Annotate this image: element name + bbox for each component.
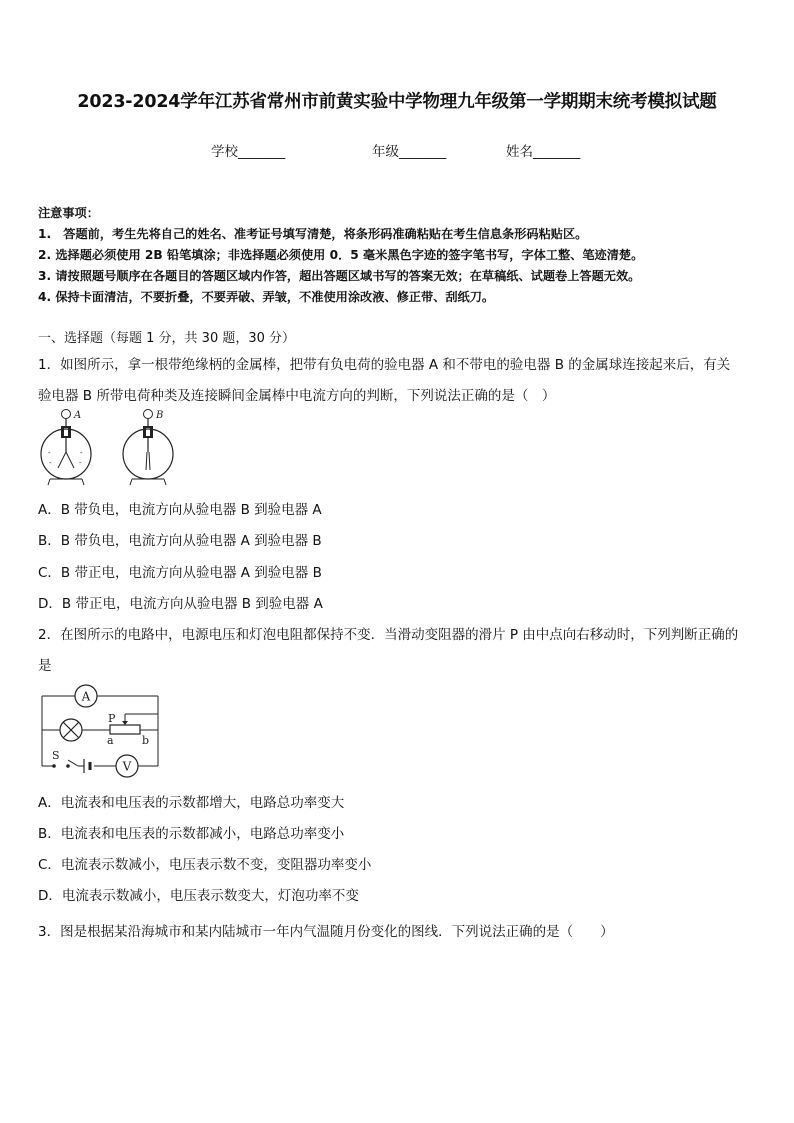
svg-text:-: - [49, 459, 52, 467]
q2-text-line1: 2．在图所示的电路中，电源电压和灯泡电阻都保持不变．当滑动变阻器的滑片 P 由中点向右移动时，下列判断正确的 [38, 627, 739, 643]
notes-heading: 注意事项： [38, 206, 99, 220]
q2-text-line2: 是 [38, 658, 52, 674]
slider-label-p: P [108, 712, 116, 725]
electroscope-b [123, 410, 173, 486]
q1-option-c[interactable]: C．B 带正电，电流方向从验电器 A 到验电器 B [38, 565, 322, 581]
q2-option-d[interactable]: D．电流表示数减小，电压表示数变大，灯泡功率不变 [38, 888, 359, 904]
note-item: 4. 保持卡面清洁，不要折叠，不要弄破、弄皱，不准使用涂改液、修正带、刮纸刀。 [38, 290, 495, 304]
q1-text-line1: 1．如图所示，拿一根带绝缘柄的金属棒，把带有负电荷的验电器 A 和不带电的验电器 B 的金属球连接起来后，有关 [38, 357, 731, 373]
q2-option-b[interactable]: B．电流表和电压表的示数都减小，电路总功率变小 [38, 826, 345, 842]
ammeter-icon [75, 685, 97, 707]
svg-text:-: - [48, 449, 51, 457]
q1-option-d[interactable]: D．B 带正电，电流方向从验电器 B 到验电器 A [38, 596, 323, 612]
terminal-label-a: a [107, 734, 114, 747]
grade-field: 年级_______ [372, 144, 447, 160]
q1-text-line2: 验电器 B 所带电荷种类及连接瞬间金属棒中电流方向的判断，下列说法正确的是（ ） [38, 388, 556, 404]
note-item: 3. 请按照题号顺序在各题目的答题区域内作答，超出答题区域书写的答案无效；在草稿纸、试题卷上答题无效。 [38, 269, 641, 283]
electroscope-a [41, 410, 91, 486]
q2-option-c[interactable]: C．电流表示数减小，电压表示数不变，变阻器功率变小 [38, 857, 372, 873]
q2-option-a[interactable]: A．电流表和电压表的示数都增大，电路总功率变大 [38, 795, 345, 811]
q1-option-a[interactable]: A．B 带负电，电流方向从验电器 B 到验电器 A [38, 502, 322, 518]
ammeter-label: A [81, 689, 91, 704]
label-a: A [74, 410, 82, 421]
voltmeter-label: V [122, 759, 132, 774]
note-item: 1. 答题前，考生先将自己的姓名、准考证号填写清楚，将条形码准确粘贴在考生信息条形码粘贴区。 [38, 227, 588, 241]
lamp-icon [60, 719, 82, 741]
svg-text:-: - [79, 459, 82, 467]
name-field: 姓名_______ [506, 144, 581, 160]
circuit-figure [38, 680, 164, 780]
page-title: 2023-2024学年江苏省常州市前黄实验中学物理九年级第一学期期末统考模拟试题 [77, 92, 717, 112]
school-field: 学校_______ [211, 144, 286, 160]
label-b: B [156, 410, 164, 421]
note-item: 2. 选择题必须使用 2B 铅笔填涂；非选择题必须使用 0．5 毫米黑色字迹的签字笔书写，字体工整、笔迹清楚。 [38, 248, 644, 262]
q3-text-line1: 3．图是根据某沿海城市和某内陆城市一年内气温随月份变化的图线．下列说法正确的是（ ） [38, 924, 614, 940]
voltmeter-icon [116, 755, 138, 777]
svg-text:-: - [80, 449, 83, 457]
terminal-label-b: b [142, 734, 150, 747]
switch-label-s: S [52, 749, 60, 762]
section-heading: 一、选择题（每题 1 分，共 30 题，30 分） [38, 331, 296, 346]
electroscope-figure [38, 408, 198, 490]
q1-option-b[interactable]: B．B 带负电，电流方向从验电器 A 到验电器 B [38, 533, 322, 549]
notes-block [38, 203, 643, 308]
